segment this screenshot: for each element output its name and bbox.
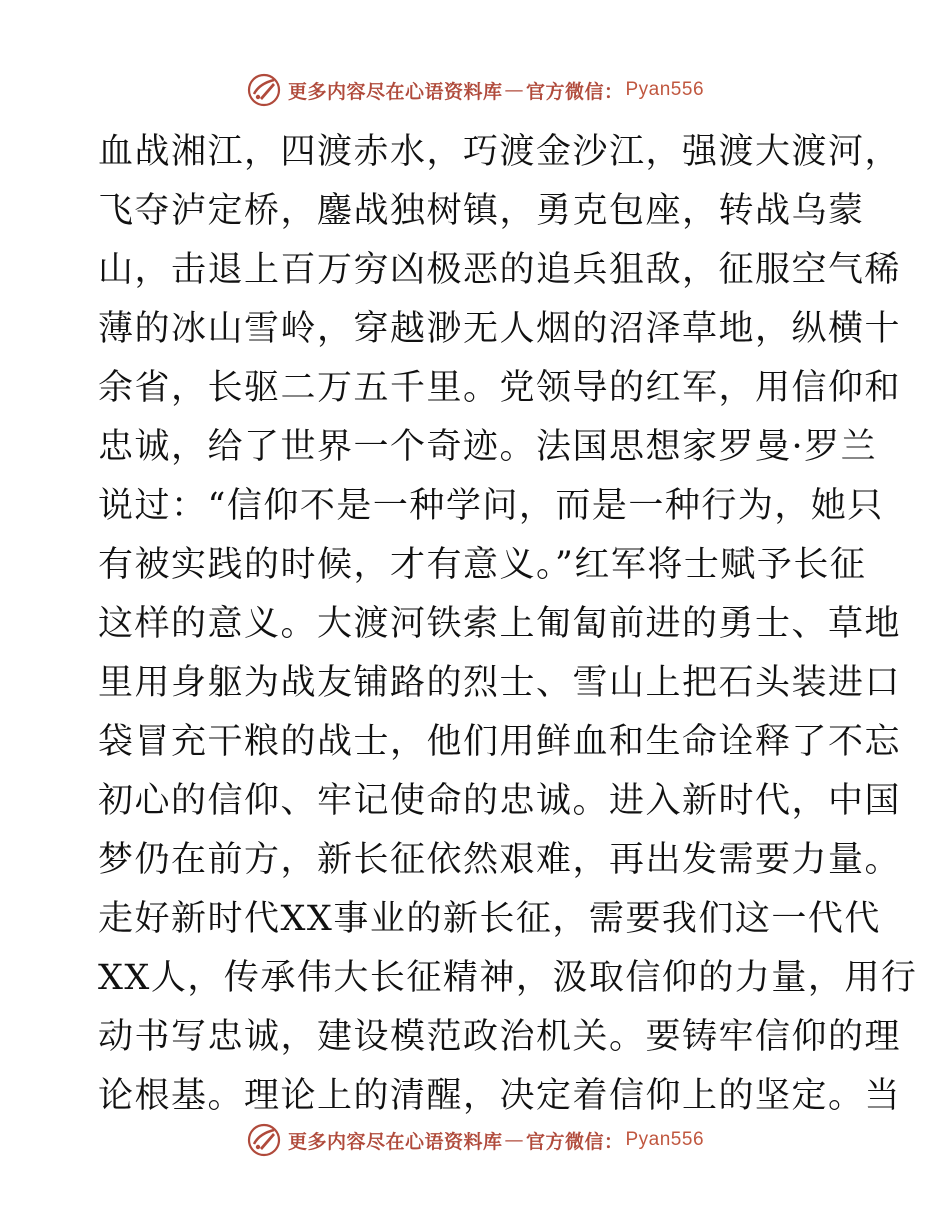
text-line: 山，击退上百万穷凶极恶的追兵狙敌，征服空气稀: [98, 250, 902, 290]
text-line: 论根基。理论上的清醒，决定着信仰上的坚定。当: [98, 1076, 902, 1116]
text-line: 动书写忠诚，建设模范政治机关。要铸牢信仰的理: [98, 1017, 902, 1057]
text-line: 里用身躯为战友铺路的烈士、雪山上把石头装进口: [98, 663, 902, 703]
text-line: 有被实践的时候，才有意义。”红军将士赋予长征: [98, 545, 867, 585]
text-line: 走好新时代XX事业的新长征，需要我们这一代代: [98, 899, 881, 939]
text-line: 忠诚，给了世界一个奇迹。法国思想家罗曼·罗兰: [98, 427, 878, 467]
watermark-text: 更多内容尽在心语资料库: [287, 1130, 503, 1153]
pen-logo-icon: [246, 72, 282, 108]
text-line: 初心的信仰、牢记使命的忠诚。进入新时代，中国: [98, 781, 902, 821]
watermark-official: 官方微信：: [525, 80, 624, 103]
watermark-dash: —: [504, 1129, 524, 1151]
text-line: 飞夺泸定桥，鏖战独树镇，勇克包座，转战乌蒙: [98, 191, 865, 231]
footer-watermark: [0, 1120, 950, 1160]
document-body: [98, 123, 918, 1126]
text-line: 这样的意义。大渡河铁索上匍匐前进的勇士、草地: [98, 604, 902, 644]
text-line: 梦仍在前方，新长征依然艰难，再出发需要力量。: [98, 840, 902, 880]
pen-logo-icon: [246, 1122, 282, 1158]
text-line: 血战湘江，四渡赤水，巧渡金沙江，强渡大渡河，: [98, 132, 902, 172]
header-watermark: [0, 70, 950, 110]
text-line: 薄的冰山雪岭，穿越渺无人烟的沼泽草地，纵横十: [98, 309, 902, 349]
watermark-official: 官方微信：: [525, 1130, 624, 1153]
text-line: 说过：“信仰不是一种学问，而是一种行为，她只: [98, 486, 884, 526]
watermark-text: 更多内容尽在心语资料库: [287, 80, 503, 103]
watermark-id: Pyan556: [625, 1129, 705, 1150]
watermark-dash: —: [504, 79, 524, 101]
text-line: 袋冒充干粮的战士，他们用鲜血和生命诠释了不忘: [98, 722, 902, 762]
watermark-id: Pyan556: [625, 79, 705, 100]
text-line: XX人，传承伟大长征精神，汲取信仰的力量，用行: [98, 958, 918, 998]
text-line: 余省，长驱二万五千里。党领导的红军，用信仰和: [98, 368, 902, 408]
